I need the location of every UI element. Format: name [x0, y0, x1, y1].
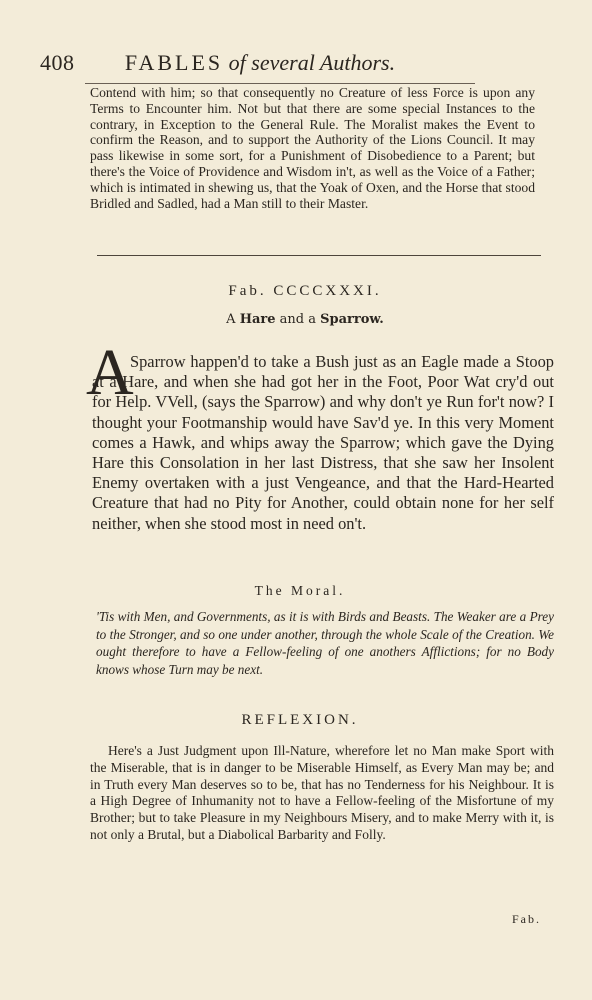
drop-cap: A	[86, 336, 134, 409]
reflexion-heading: REFLEXION.	[241, 712, 359, 728]
intro-paragraph: Contend with him; so that consequently no Creature of less Force is upon any Terms to Encounter him. Not but that there are some special Instances to the contrary, in Exception to the General Rule. The Moralist makes the Event to confirm the Reason, and to support the Authority of the Lions Council. It may pass likewise in some sort, for a Punishment of Disobedience to a Parent; but there's the Voice of Providence and Wisdom in't, as well as the Voice of a Father; which is intimated in shewing us, that the Yoak of Oxen, and the Horse that stood Bridled and Sadled, had a Man still to their Master.	[90, 85, 535, 211]
section-rule	[97, 255, 541, 256]
fable-number: Fab. CCCCXXXI.	[228, 283, 382, 299]
running-title	[40, 50, 480, 76]
fable-story: Sparrow happen'd to take a Bush just as an Eagle made a Stoop at a Hare, and when she had got her in the Foot, Poor Wat cry'd out for Help. VVell, (says the Sparrow) and why don't ye Run for't now? I thought your Footmanship would have Sav'd ye. In this very Moment comes a Hawk, and whips away the Sparrow; which gave the Dying Hare this Consolation in her last Distress, that she saw her Insolent Enemy overtaken with a just Vengeance, and that the Hard-Hearted Creature that had no Pity for Another, could obtain none for her self neither, when she stood most in need on't.	[92, 352, 554, 533]
moral-heading: The Moral.	[254, 583, 346, 598]
page-number: 408	[40, 50, 75, 75]
subtitle-and: and a	[275, 312, 321, 327]
fable-subtitle	[180, 312, 430, 327]
running-title-caps: FABLES	[124, 50, 224, 75]
catchword: Fab.	[512, 912, 541, 926]
subtitle-sparrow: Sparrow.	[320, 312, 384, 327]
header-rule	[85, 83, 475, 84]
reflexion-text: Here's a Just Judgment upon Ill-Nature, wherefore let no Man make Sport with the Miserable, that is in danger to be Miserable Himself, as Every Man may be; and in Truth every Man deserves so to be, that has no Tenderness for his Neighbour. It is a High Degree of Inhumanity not to have a Fellow-feeling of the Misfortune of my Brother; but to take Pleasure in my Neighbours Misery, and to make Merry with it, is not only a Brutal, but a Diabolical Barbarity and Folly.	[90, 743, 554, 842]
subtitle-hare: Hare	[239, 312, 276, 327]
running-title-rest: of several Authors.	[223, 50, 396, 75]
moral-text: 'Tis with Men, and Governments, as it is with Birds and Beasts. The Weaker are a Prey to the Stronger, and so one under another, through the whole Scale of the Creation. We ought therefore to have a Fellow-feeling of one anothers Afflictions; for no Body knows whose Turn may be next.	[96, 609, 554, 677]
running-header	[40, 50, 480, 80]
subtitle-pre: A	[226, 312, 240, 327]
